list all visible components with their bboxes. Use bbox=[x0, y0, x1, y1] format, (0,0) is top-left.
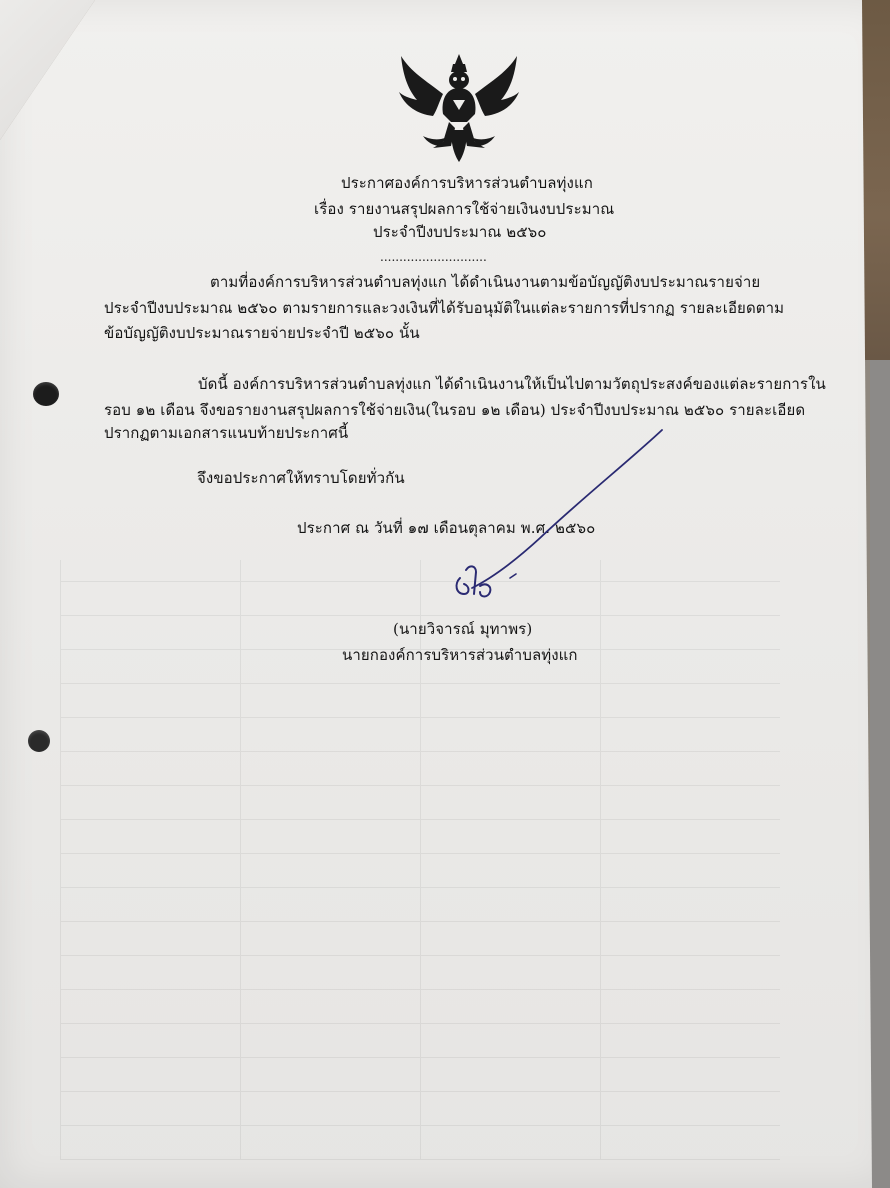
closing-statement: จึงขอประกาศให้ทราบโดยทั่วกัน bbox=[197, 469, 405, 487]
signatory-name: (นายวิจารณ์ มุทาพร) bbox=[393, 620, 533, 638]
paragraph-2-line-3: ปรากฏตามเอกสารแนบท้ายประกาศนี้ bbox=[104, 424, 349, 442]
punch-hole-upper bbox=[33, 382, 59, 406]
handwritten-signature bbox=[440, 420, 680, 610]
desk-background-right bbox=[870, 360, 890, 1188]
garuda-emblem-icon bbox=[393, 50, 525, 166]
paragraph-2-line-1: บัดนี้ องค์การบริหารส่วนตำบลทุ่งแก ได้ดำเนินงานให้เป็นไปตามวัตถุประสงค์ของแต่ละรายการใน bbox=[198, 375, 826, 393]
paragraph-1-line-1: ตามที่องค์การบริหารส่วนตำบลทุ่งแก ได้ดำเนินงานตามข้อบัญญัติงบประมาณรายจ่าย bbox=[210, 273, 761, 291]
announcement-heading: ประกาศองค์การบริหารส่วนตำบลทุ่งแก bbox=[341, 174, 593, 192]
paragraph-1-line-2: ประจำปีงบประมาณ ๒๕๖๐ ตามรายการและวงเงินที่ได้รับอนุมัติในแต่ละรายการที่ปรากฏ รายละเอียดตาม bbox=[104, 299, 785, 317]
paragraph-2-line-2: รอบ ๑๒ เดือน จึงขอรายงานสรุปผลการใช้จ่ายเงิน(ในรอบ ๑๒ เดือน) ประจำปีงบประมาณ ๒๕๖๐ รายละเอียด bbox=[104, 401, 806, 419]
fiscal-year-line: ประจำปีงบประมาณ ๒๕๖๐ bbox=[373, 223, 547, 241]
paragraph-1-line-3: ข้อบัญญัติงบประมาณรายจ่ายประจำปี ๒๕๖๐ นั้น bbox=[104, 324, 420, 342]
announcement-date: ประกาศ ณ วันที่ ๑๗ เดือนตุลาคม พ.ศ. ๒๕๖๐ bbox=[297, 519, 596, 537]
announcement-subject: เรื่อง รายงานสรุปผลการใช้จ่ายเงินงบประมาณ bbox=[314, 200, 615, 218]
punch-hole-lower bbox=[28, 730, 50, 752]
heading-divider: ............................ bbox=[380, 250, 487, 264]
signatory-title: นายกองค์การบริหารส่วนตำบลทุ่งแก bbox=[342, 646, 578, 664]
